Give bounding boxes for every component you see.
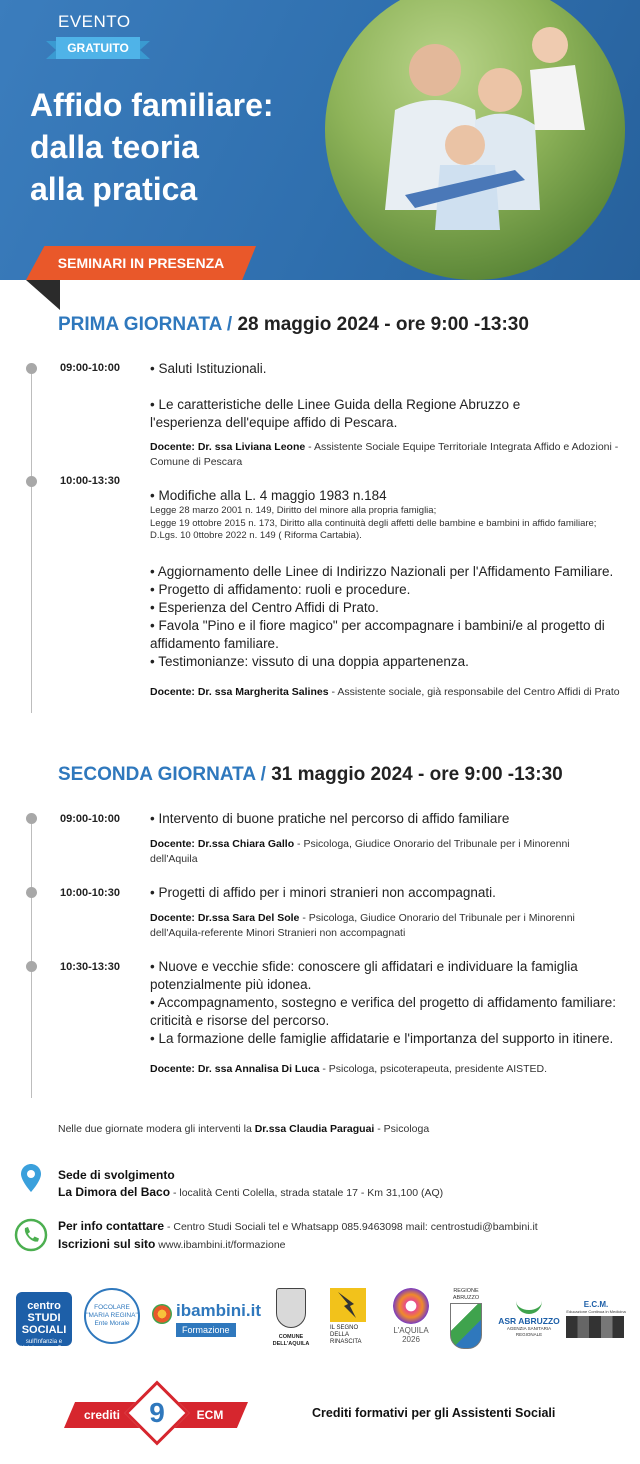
day2-timeline — [31, 818, 32, 1098]
day1-date: 28 maggio 2024 - ore 9:00 -13:30 — [237, 314, 529, 335]
ibambini-logo — [150, 1301, 261, 1336]
venue-name: La Dimora del Baco — [58, 1185, 171, 1199]
registration-label: Iscrizioni sul sito — [58, 1237, 156, 1251]
moderator-name: Dr.ssa Claudia Paraguai — [254, 1123, 375, 1135]
ibambini-name: ibambini.it — [176, 1301, 261, 1320]
comune-aquila-logo — [268, 1288, 314, 1350]
regione-abruzzo-logo — [446, 1288, 486, 1350]
day2-slot2-docente — [150, 911, 620, 941]
ecm-image — [566, 1316, 624, 1338]
segno-caption: IL SEGNO DELLA RINASCITA — [330, 1325, 362, 1345]
aquila-2026-logo — [386, 1288, 436, 1350]
asr-caption: AGENZIA SANITARIA REGIONALE — [506, 1326, 552, 1337]
day1-slot2-content — [150, 487, 620, 700]
day2-label: SECONDA GIORNATA / — [58, 764, 266, 785]
event-title — [30, 84, 330, 210]
info-text[interactable]: - Centro Studi Sociali tel e Whatsapp 085.9463098 mail: centrostudi@bambini.it — [164, 1221, 538, 1233]
day1-slot2-list-item: • Esperienza del Centro Affidi di Prato. — [150, 599, 379, 615]
day1-slot1-item2-line1: • Le caratteristiche delle Linee Guida della Regione Abruzzo e — [150, 397, 521, 412]
day2-slot2-docente-name: Docente: Dr.ssa Sara Del Sole — [150, 912, 300, 924]
asr-abruzzo-logo — [496, 1300, 562, 1340]
moderator-prefix: Nelle due giornate modera gli interventi la — [58, 1123, 255, 1135]
day1-timeline — [31, 368, 32, 713]
day1-slot1-item2-line2: l'esperienza dell'equipe affido di Pescara. — [150, 415, 398, 430]
location-pin-icon — [21, 1164, 41, 1192]
day2-slot3-docente-name: Docente: Dr. ssa Annalisa Di Luca — [150, 1063, 320, 1075]
day1-slot1-content — [150, 360, 620, 470]
header-banner — [0, 0, 640, 280]
day1-slot1-docente-name: Docente: Dr. ssa Liviana Leone — [150, 441, 306, 453]
centro-logo-line1: centro — [27, 1300, 61, 1312]
day2-slot3-docente — [150, 1062, 620, 1077]
title-line-3: alla pratica — [30, 171, 198, 207]
gratuito-ribbon — [46, 37, 150, 59]
ecm-caption: Educazione Continua in Medicina — [566, 1309, 626, 1314]
day2-slot3-dot — [26, 961, 37, 972]
day2-slot1-content — [150, 810, 620, 867]
day1-slot1-dot — [26, 363, 37, 374]
evento-label: EVENTO — [58, 12, 131, 31]
day1-slot2-list-item: • Progetto di affidamento: ruoli e procedure. — [150, 581, 411, 597]
info-label: Per info contattare — [58, 1219, 165, 1233]
registration-link[interactable]: www.ibambini.it/formazione — [155, 1239, 286, 1251]
moderator-note — [58, 1123, 429, 1135]
gratuito-label: GRATUITO — [67, 41, 129, 55]
day1-slot1-time: 09:00-10:00 — [60, 362, 120, 374]
day2-slot3-content — [150, 958, 620, 1077]
venue-info — [58, 1167, 443, 1202]
day2-slot3-list-item: • La formazione delle famiglie affidatarie e l'importanza del supporto in itinere. — [150, 1031, 614, 1046]
day1-label: PRIMA GIORNATA / — [58, 314, 233, 335]
credits-badge — [64, 1384, 248, 1444]
segno-rinascita-logo — [330, 1288, 374, 1350]
partner-logos — [14, 1288, 626, 1359]
day2-slot2-time: 10:00-10:30 — [60, 887, 120, 899]
day1-slot1-docente — [150, 440, 620, 470]
day2-title — [58, 764, 563, 786]
day2-slot3-time: 10:30-13:30 — [60, 961, 120, 973]
ecm-logo — [566, 1300, 626, 1342]
centro-logo-small: sull'Infanzia e l'Adolescenza Don Silvio De Annuntiis — [19, 1339, 69, 1359]
day1-slot2-sub2: Legge 19 ottobre 2015 n. 173, Diritto alla continuità degli affetti delle bambine e bambini in affido familiare; — [150, 517, 597, 529]
day2-slot2-content — [150, 884, 620, 941]
day1-slot2-list — [150, 563, 620, 671]
lightning-icon — [330, 1288, 366, 1322]
day1-slot2-docente-desc: - Assistente sociale, già responsabile del Centro Affidi di Prato — [328, 685, 620, 698]
eagle-crest-icon — [276, 1288, 306, 1328]
moderator-suffix: - Psicologa — [374, 1123, 430, 1135]
credits-right-label: ECM — [196, 1408, 224, 1422]
credits-left-label: crediti — [83, 1408, 120, 1422]
venue-address: - località Centi Colella, strada statale 17 - Km 31,100 (AQ) — [170, 1187, 444, 1199]
day2-slot2-dot — [26, 887, 37, 898]
aquila-2026-caption: L'AQUILA 2026 — [393, 1326, 429, 1344]
day2-slot2-docente-desc: - Psicologa, Giudice Onorario del Tribunale per i Minorenni dell'Aquila-referente Minori Stranieri non accompagnati — [150, 912, 575, 939]
venue-label: Sede di svolgimento — [58, 1168, 175, 1182]
title-line-1: Affido familiare: — [30, 87, 274, 123]
ecm-name: E.C.M. — [583, 1300, 609, 1309]
title-line-2: dalla teoria — [30, 129, 199, 165]
day2-slot1-docente-name: Docente: Dr.ssa Chiara Gallo — [150, 838, 295, 850]
ibambini-tag: Formazione — [176, 1323, 236, 1337]
day1-slot2-dot — [26, 476, 37, 487]
credits-number: 9 — [149, 1397, 165, 1428]
day2-slot3-docente-desc: - Psicologa, psicoterapeuta, presidente AISTED. — [319, 1063, 548, 1075]
ribbon-tail-right — [140, 41, 150, 59]
day2-slot1-dot — [26, 813, 37, 824]
credits-description: Crediti formativi per gli Assistenti Sociali — [312, 1406, 556, 1420]
day2-slot1-time: 09:00-10:00 — [60, 813, 120, 825]
day1-slot2-time: 10:00-13:30 — [60, 475, 120, 487]
burst-icon — [393, 1288, 429, 1324]
ribbon-tail-left — [46, 41, 56, 59]
asr-name: ASR ABRUZZO — [498, 1316, 560, 1326]
day1-slot1-item1: • Saluti Istituzionali. — [150, 361, 267, 376]
seminari-badge — [26, 246, 266, 280]
phone-icon — [14, 1218, 48, 1252]
centro-studi-sociali-logo — [16, 1292, 72, 1359]
day2-slot3-list-item: • Nuove e vecchie sfide: conoscere gli affidatari e individuare la famiglia potenzialmente più idonea. — [150, 959, 578, 992]
day1-slot2-list-item: • Testimonianze: vissuto di una doppia appartenenza. — [150, 653, 469, 669]
focolare-maria-regina-logo: FOCOLARE "MARIA REGINA" Ente Morale — [84, 1288, 140, 1344]
day1-title — [58, 314, 529, 336]
seminari-label: SEMINARI IN PRESENZA — [57, 255, 225, 271]
day1-slot2-list-item: • Aggiornamento delle Linee di Indirizzo Nazionali per l'Affidamento Familiare. — [150, 563, 614, 579]
asr-mark-icon — [516, 1300, 542, 1314]
badge-fold — [26, 280, 60, 310]
shield-icon — [450, 1303, 482, 1349]
day1-slot2-list-item: • Favola "Pino e il fiore magico" per accompagnare i bambini/e al progetto di affidamento familiare. — [150, 617, 605, 651]
day1-slot2-docente-name: Docente: Dr. ssa Margherita Salines — [150, 685, 329, 698]
day2-slot1-docente — [150, 837, 620, 867]
centro-logo-line2: STUDI SOCIALI — [21, 1312, 67, 1336]
day2-slot1-item: • Intervento di buone pratiche nel percorso di affido familiare — [150, 811, 510, 826]
comune-aquila-caption: COMUNE DELL'AQUILA — [272, 1334, 310, 1347]
day2-slot3-list-item: • Accompagnamento, sostegno e verifica del progetto di affidamento familiare: criticità e risorse del percorso. — [150, 995, 616, 1028]
day2-slot1-docente-desc: - Psicologa, Giudice Onorario del Tribunale per i Minorenni dell'Aquila — [150, 838, 570, 865]
regione-caption: REGIONE ABRUZZO — [452, 1288, 480, 1301]
day2-date: 31 maggio 2024 - ore 9:00 -13:30 — [271, 764, 563, 785]
contact-info — [58, 1218, 628, 1254]
day1-slot2-sub3: D.Lgs. 10 0ttobre 2022 n. 149 ( Riforma Cartabia). — [150, 530, 362, 541]
day2-slot2-item: • Progetti di affido per i minori stranieri non accompagnati. — [150, 885, 496, 900]
ibambini-flower-icon — [152, 1304, 172, 1324]
day1-slot2-docente — [150, 685, 620, 700]
day1-slot1-docente-desc: - Assistente Sociale Equipe Territoriale Integrata Affido e Adozioni - Comune di Pescara — [150, 441, 619, 468]
day1-slot2-item1: • Modifiche alla L. 4 maggio 1983 n.184 — [150, 488, 387, 503]
day1-slot2-sub1: Legge 28 marzo 2001 n. 149, Diritto del minore alla propria famiglia; — [150, 505, 437, 516]
